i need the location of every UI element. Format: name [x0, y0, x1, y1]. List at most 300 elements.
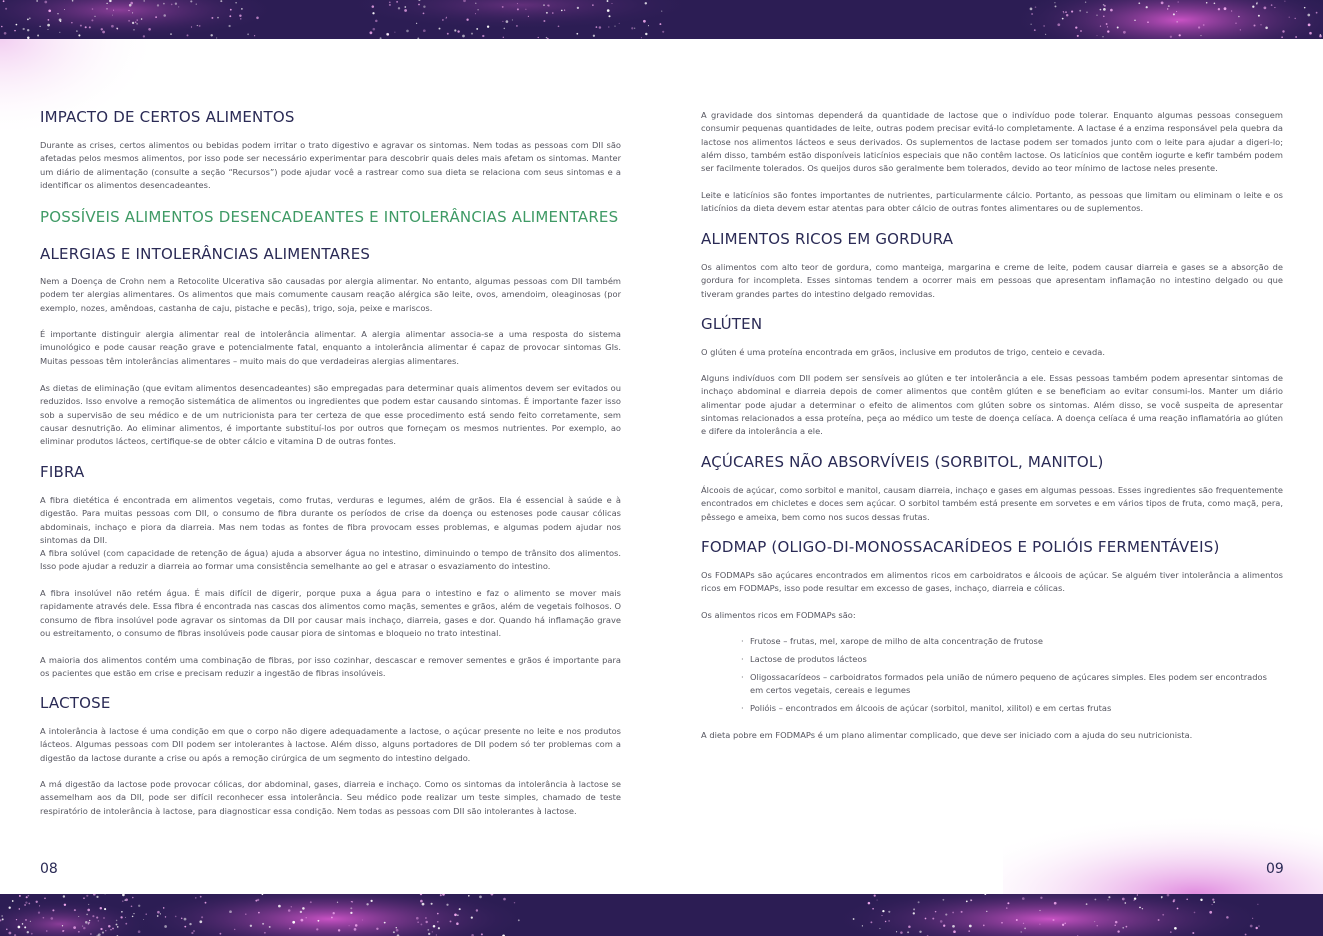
- bottom-right-dot-wave-decoration: [1003, 795, 1323, 894]
- decorative-dot: [184, 918, 187, 921]
- decorative-dot: [220, 0, 222, 2]
- decorative-dot: [9, 907, 11, 909]
- decorative-dot: [1024, 928, 1026, 930]
- decorative-dot: [132, 916, 134, 918]
- decorative-dot: [919, 931, 921, 933]
- decorative-dot: [78, 34, 80, 36]
- decorative-dot: [1158, 919, 1160, 921]
- decorative-dot: [100, 928, 102, 930]
- decorative-dot: [1304, 7, 1306, 9]
- decorative-dot: [1054, 2, 1055, 3]
- decorative-dot: [171, 4, 173, 6]
- decorative-dot: [350, 907, 352, 909]
- decorative-dot: [23, 28, 25, 30]
- paragraph-gordura: Os alimentos com alto teor de gordura, como manteiga, margarina e creme de leite, podem causar diarreia e gases se a absorção de gordura for incompleta. Esses sintomas tendem a ocorrer mais em pessoas que apresentam inflamação no intestino delgado ou que tiveram grandes partes do intestino delgado removidas.: [701, 262, 1283, 299]
- decorative-dot: [38, 912, 40, 914]
- decorative-dot: [240, 18, 241, 19]
- decorative-dot: [966, 901, 968, 903]
- decorative-dot: [106, 3, 107, 4]
- decorative-dot: [1124, 902, 1126, 904]
- decorative-dot: [404, 6, 406, 8]
- decorative-dot: [36, 901, 38, 903]
- decorative-dot: [1161, 2, 1164, 5]
- decorative-dot: [257, 899, 259, 901]
- decorative-dot: [184, 926, 186, 928]
- decorative-dot: [506, 20, 509, 23]
- decorative-dot: [129, 4, 132, 7]
- decorative-dot: [476, 28, 478, 30]
- decorative-dot: [547, 38, 549, 39]
- decorative-dot: [1260, 24, 1261, 25]
- decorative-dot: [577, 7, 579, 9]
- decorative-dot: [25, 919, 27, 921]
- decorative-dot: [191, 26, 192, 27]
- decorative-dot: [615, 26, 616, 27]
- decorative-dot: [219, 933, 221, 935]
- decorative-dot: [62, 925, 63, 926]
- decorative-dot: [241, 8, 243, 10]
- decorative-dot: [137, 19, 138, 20]
- decorative-dot: [386, 33, 389, 36]
- decorative-dot: [78, 916, 79, 917]
- decorative-dot: [86, 914, 88, 916]
- paragraph-fodmap-1: Os FODMAPs são açúcares encontrados em alimentos ricos em carboidratos e álcoois de açúcar. Se alguém tiver intolerância a alimentos ricos em FODMAPs, isso pode resultar em excesso de gases, inchaço, diarreia e cólicas.: [701, 570, 1283, 594]
- decorative-dot: [1066, 14, 1068, 16]
- decorative-dot: [245, 913, 246, 914]
- decorative-dot: [396, 927, 397, 928]
- bottom-dot-wave-graphic: [0, 894, 1323, 936]
- decorative-dot: [1320, 34, 1321, 35]
- decorative-dot: [433, 925, 436, 928]
- decorative-dot: [1107, 26, 1108, 27]
- decorative-dot: [1054, 902, 1057, 905]
- decorative-dot: [59, 19, 62, 22]
- decorative-dot: [538, 37, 539, 38]
- decorative-dot: [1094, 921, 1095, 922]
- decorative-dot: [247, 33, 249, 35]
- paragraph-fibra-4: A maioria dos alimentos contém uma combinação de fibras, por isso cozinhar, descascar e remover sementes e grãos é importante para os pacientes que estão em crise e precisam reduzir a ingestão de fibras insolúveis.: [40, 655, 621, 679]
- decorative-dot: [80, 25, 82, 27]
- decorative-dot: [187, 34, 189, 36]
- decorative-dot: [3, 0, 5, 2]
- decorative-dot: [362, 919, 363, 920]
- decorative-dot: [645, 2, 647, 4]
- decorative-dot: [396, 929, 399, 932]
- paragraph-fodmap-3: A dieta pobre em FODMAPs é um plano alimentar complicado, que deve ser iniciado com a ajuda do seu nutricionista.: [701, 730, 1193, 740]
- decorative-dot: [1198, 26, 1200, 28]
- decorative-dot: [59, 32, 60, 33]
- decorative-dot: [101, 28, 103, 30]
- decorative-dot: [1039, 910, 1040, 911]
- decorative-dot: [148, 28, 151, 31]
- decorative-dot: [1043, 25, 1044, 26]
- decorative-dot: [96, 917, 98, 919]
- decorative-dot: [446, 17, 447, 18]
- decorative-dot: [648, 25, 649, 26]
- decorative-dot: [1030, 8, 1033, 11]
- decorative-dot: [191, 932, 193, 934]
- decorative-dot: [1063, 11, 1064, 12]
- decorative-dot: [30, 921, 31, 922]
- decorative-dot: [349, 925, 350, 926]
- decorative-dot: [111, 25, 114, 28]
- decorative-dot: [447, 33, 449, 35]
- list-item: · Lactose de produtos lácteos: [741, 653, 1281, 666]
- decorative-dot: [983, 925, 985, 927]
- decorative-dot: [1295, 36, 1297, 38]
- decorative-dot: [417, 922, 418, 923]
- decorative-dot: [133, 29, 135, 31]
- decorative-dot: [1031, 24, 1032, 25]
- decorative-dot: [932, 918, 934, 920]
- decorative-dot: [925, 918, 927, 920]
- decorative-dot: [1308, 24, 1311, 27]
- decorative-dot: [25, 901, 27, 903]
- decorative-dot: [504, 28, 506, 30]
- decorative-dot: [197, 25, 198, 26]
- decorative-dot: [1077, 35, 1079, 37]
- decorative-dot: [1114, 925, 1116, 927]
- decorative-dot: [337, 902, 338, 903]
- decorative-dot: [1040, 897, 1042, 899]
- decorative-dot: [63, 895, 65, 897]
- decorative-dot: [662, 31, 664, 33]
- decorative-dot: [1256, 3, 1258, 5]
- decorative-dot: [1057, 23, 1060, 26]
- decorative-dot: [1200, 35, 1201, 36]
- decorative-dot: [459, 908, 461, 910]
- decorative-dot: [1034, 29, 1036, 31]
- decorative-dot: [454, 29, 456, 31]
- decorative-dot: [29, 17, 31, 19]
- decorative-dot: [216, 37, 217, 38]
- decorative-dot: [103, 917, 105, 919]
- decorative-dot: [163, 3, 165, 5]
- decorative-dot: [943, 925, 945, 927]
- decorative-dot: [47, 29, 48, 30]
- decorative-dot: [546, 12, 548, 14]
- decorative-dot: [31, 933, 33, 935]
- heading-gluten: GLÚTEN: [701, 315, 763, 333]
- decorative-dot: [940, 920, 943, 923]
- decorative-dot: [518, 919, 520, 921]
- decorative-dot: [288, 909, 291, 912]
- decorative-dot: [431, 903, 433, 905]
- decorative-dot: [1307, 14, 1310, 17]
- decorative-dot: [592, 4, 593, 5]
- decorative-dot: [611, 3, 612, 4]
- decorative-dot: [439, 28, 441, 30]
- decorative-dot: [1063, 12, 1064, 13]
- paragraph-gluten-2: Alguns indivíduos com DII podem ser sensíveis ao glúten e ter intolerância a ele. Essas pessoas também podem apresentar sintomas de inchaço abdominal e diarreia depois de comer alimentos que contêm glúten e se beneficiam ao evitar consumi-los. Manter um diário alimentar pode ajudar a determinar o efeito de alimentos com glúten sobre os sintomas. Além disso, se você suspeita de apresentar sintomas relacionados a essa proteína, peça ao médico um teste de doença celíaca. A doença celíaca é uma reação inflamatória ao glúten e difere da intolerância a ele.: [701, 373, 1283, 437]
- decorative-dot: [1123, 31, 1126, 34]
- decorative-dot: [1071, 11, 1073, 13]
- decorative-dot: [196, 4, 197, 5]
- decorative-dot: [316, 928, 318, 930]
- decorative-dot: [943, 899, 945, 901]
- decorative-dot: [471, 33, 473, 35]
- decorative-dot: [593, 35, 595, 37]
- decorative-dot: [108, 925, 111, 928]
- decorative-dot: [446, 904, 448, 906]
- decorative-dot: [888, 920, 890, 922]
- decorative-dot: [1271, 4, 1273, 6]
- decorative-dot: [896, 931, 897, 932]
- decorative-dot: [907, 931, 909, 933]
- heading-alergias: ALERGIAS E INTOLERÂNCIAS ALIMENTARES: [40, 245, 371, 263]
- decorative-dot: [1138, 2, 1140, 4]
- decorative-dot: [1289, 17, 1290, 18]
- decorative-dot: [1031, 13, 1033, 15]
- decorative-dot: [879, 928, 880, 929]
- decorative-dot: [1086, 12, 1087, 13]
- decorative-dot: [190, 0, 192, 2]
- decorative-dot: [1186, 898, 1188, 900]
- decorative-dot: [882, 910, 884, 912]
- decorative-dot: [661, 11, 662, 12]
- decorative-dot: [868, 902, 871, 905]
- decorative-dot: [93, 894, 96, 895]
- decorative-dot: [634, 28, 635, 29]
- decorative-dot: [1079, 10, 1081, 12]
- decorative-dot: [475, 3, 476, 4]
- decorative-dot: [116, 924, 118, 926]
- decorative-dot: [546, 37, 548, 39]
- decorative-dot: [200, 896, 202, 898]
- decorative-dot: [1102, 36, 1103, 37]
- decorative-dot: [1176, 11, 1177, 12]
- decorative-dot: [155, 16, 157, 18]
- decorative-dot: [366, 903, 368, 905]
- decorative-dot: [389, 1, 391, 3]
- decorative-dot: [1209, 911, 1212, 914]
- bullet-icon: ·: [741, 636, 744, 646]
- decorative-dot: [132, 897, 134, 899]
- heading-fodmap: FODMAP (OLIGO-DI-MONOSSACARÍDEOS E POLIÓIS FERMENTÁVEIS): [701, 538, 1220, 556]
- decorative-dot: [1065, 11, 1067, 13]
- decorative-dot: [1177, 908, 1179, 910]
- paragraph-alergias-3: As dietas de eliminação (que evitam alimentos desencadeantes) são empregadas para determinar quais alimentos devem ser evitados ou reduzidos. Isso envolve a remoção sistemática de alimentos ou ingredientes que podem estar causando sintomas. É importante fazer isso sob a supervisão de seu médico e de um nutricionista para ter certeza de que esse procedimento está sendo feito corretamente, sem causar desnutrição. Ao eliminar alimentos, é importante substituí-los por outros que forneçam os mesmos nutrientes. Por exemplo, ao eliminar produtos lácteos, certifique-se de obter cálcio e vitamina D de outras fontes.: [40, 383, 621, 447]
- decorative-dot: [130, 2, 133, 5]
- decorative-dot: [181, 918, 183, 920]
- decorative-dot: [619, 23, 620, 24]
- decorative-dot: [384, 922, 386, 924]
- decorative-dot: [146, 914, 147, 915]
- decorative-dot: [46, 930, 47, 931]
- decorative-dot: [423, 13, 425, 15]
- decorative-dot: [870, 921, 872, 923]
- decorative-dot: [120, 916, 122, 918]
- decorative-dot: [406, 30, 409, 33]
- bullet-icon: ·: [741, 702, 744, 713]
- decorative-dot: [641, 37, 642, 38]
- decorative-dot: [9, 932, 12, 935]
- decorative-dot: [113, 10, 114, 11]
- decorative-dot: [1097, 35, 1098, 36]
- decorative-dot: [1231, 10, 1232, 11]
- paragraph-impacto: Durante as crises, certos alimentos ou bebidas podem irritar o trato digestivo e agravar os sintomas. Nem todas as pessoas com DII são afetadas pelos mesmos alimentos, por isso pode ser necessário experimentar para descobrir quais deles mais afetam os sintomas. Manter um diário de alimentação (consulte a seção “Recursos”) pode ajudar você a rastrear como sua dieta se relaciona com seus sintomas e a identificar os alimentos desencadeantes.: [40, 140, 621, 190]
- decorative-dot: [422, 903, 425, 906]
- decorative-dot: [157, 915, 159, 917]
- decorative-dot: [512, 19, 513, 20]
- decorative-dot: [877, 900, 878, 901]
- paragraph-gluten-1: O glúten é uma proteína encontrada em grãos, inclusive em produtos de trigo, centeio e cevada.: [701, 347, 1105, 357]
- decorative-dot: [57, 13, 58, 14]
- decorative-dot: [44, 897, 46, 899]
- decorative-dot: [1142, 908, 1143, 909]
- decorative-dot: [376, 928, 378, 930]
- decorative-dot: [1020, 931, 1021, 932]
- decorative-dot: [1096, 15, 1097, 16]
- decorative-dot: [254, 35, 255, 36]
- list-item: · Polióis – encontrados em álcoois de açúcar (sorbitol, manitol, xilitol) e em certas frutas: [741, 702, 1281, 715]
- decorative-dot: [969, 925, 972, 928]
- decorative-dot: [16, 24, 18, 26]
- decorative-dot: [100, 907, 102, 909]
- decorative-dot: [1240, 29, 1241, 30]
- decorative-dot: [122, 894, 125, 896]
- decorative-dot: [193, 930, 195, 932]
- decorative-dot: [24, 904, 26, 906]
- decorative-dot: [888, 911, 890, 913]
- decorative-dot: [104, 908, 106, 910]
- decorative-dot: [82, 925, 83, 926]
- decorative-dot: [230, 9, 232, 11]
- bullet-icon: ·: [741, 671, 744, 682]
- decorative-dot: [1173, 900, 1175, 902]
- decorative-dot: [132, 22, 134, 24]
- decorative-dot: [22, 923, 24, 925]
- decorative-dot: [131, 905, 133, 907]
- decorative-dot: [338, 929, 340, 931]
- decorative-dot: [1212, 904, 1213, 905]
- decorative-dot: [71, 22, 72, 23]
- decorative-dot: [436, 934, 437, 935]
- decorative-dot: [211, 17, 213, 19]
- decorative-dot: [1035, 6, 1037, 8]
- decorative-dot: [1265, 27, 1268, 30]
- decorative-dot: [1218, 8, 1220, 10]
- decorative-dot: [92, 8, 94, 10]
- decorative-dot: [110, 929, 111, 930]
- decorative-dot: [370, 31, 373, 34]
- decorative-dot: [92, 915, 94, 917]
- decorative-dot: [175, 3, 177, 5]
- decorative-dot: [102, 31, 105, 34]
- decorative-dot: [416, 23, 417, 24]
- decorative-dot: [1179, 34, 1181, 36]
- decorative-dot: [128, 10, 129, 11]
- decorative-dot: [1212, 899, 1214, 901]
- decorative-dot: [160, 913, 161, 914]
- decorative-dot: [39, 26, 40, 27]
- decorative-dot: [372, 12, 374, 14]
- decorative-dot: [418, 4, 420, 6]
- decorative-dot: [16, 919, 17, 920]
- decorative-dot: [1055, 5, 1057, 7]
- decorative-dot: [416, 917, 419, 920]
- decorative-dot: [1170, 931, 1172, 933]
- decorative-dot: [262, 923, 264, 925]
- decorative-dot: [96, 896, 98, 898]
- decorative-dot: [278, 905, 281, 908]
- decorative-dot: [466, 19, 468, 21]
- decorative-dot: [1284, 1, 1285, 2]
- decorative-dot: [37, 35, 39, 37]
- decorative-dot: [132, 12, 133, 13]
- decorative-dot: [48, 9, 51, 12]
- decorative-dot: [564, 10, 565, 11]
- decorative-dot: [558, 25, 560, 27]
- decorative-dot: [952, 925, 955, 928]
- decorative-dot: [1177, 21, 1178, 22]
- decorative-dot: [968, 930, 970, 932]
- decorative-dot: [125, 923, 127, 925]
- decorative-dot: [291, 906, 292, 907]
- decorative-dot: [1117, 930, 1119, 932]
- decorative-dot: [1255, 927, 1257, 929]
- decorative-dot: [138, 905, 140, 907]
- decorative-dot: [1107, 899, 1108, 900]
- decorative-dot: [6, 928, 8, 930]
- decorative-dot: [961, 911, 963, 913]
- decorative-dot: [462, 35, 465, 38]
- decorative-dot: [502, 6, 504, 8]
- list-item: · Oligossacarídeos – carboidratos formados pela união de número pequeno de açúcares simples. Eles podem ser encontrados em certos vegetais, cereais e legumes: [741, 671, 1267, 695]
- decorative-dot: [1122, 898, 1125, 901]
- decorative-dot: [88, 922, 90, 924]
- decorative-dot: [423, 6, 425, 8]
- decorative-dot: [417, 38, 419, 39]
- decorative-dot: [398, 7, 400, 9]
- decorative-dot: [72, 0, 74, 2]
- decorative-dot: [1064, 923, 1066, 925]
- decorative-dot: [631, 27, 633, 29]
- decorative-dot: [1253, 24, 1255, 26]
- decorative-dot: [125, 898, 128, 901]
- decorative-dot: [1108, 896, 1110, 898]
- decorative-dot: [1214, 2, 1216, 4]
- decorative-dot: [234, 929, 235, 930]
- decorative-dot: [229, 15, 231, 17]
- decorative-dot: [380, 37, 382, 39]
- decorative-dot: [229, 910, 232, 913]
- decorative-dot: [1245, 934, 1247, 936]
- decorative-dot: [292, 921, 295, 924]
- decorative-dot: [446, 18, 447, 19]
- decorative-dot: [1162, 914, 1164, 916]
- decorative-dot: [51, 917, 54, 920]
- decorative-dot: [1086, 903, 1088, 905]
- decorative-dot: [269, 926, 271, 928]
- decorative-dot: [971, 900, 972, 901]
- decorative-dot: [74, 909, 76, 911]
- paragraph-alergias-2: É importante distinguir alergia alimentar real de intolerância alimentar. A alergia alimentar associa-se a uma resposta do sistema imunológico e pode causar reação grave e potencialmente fatal, enquanto a intolerância alimentar é capaz de provocar sintomas GIs. Muitas pessoas têm intolerâncias alimentares – muito mais do que verdadeiras alergias alimentares.: [40, 329, 621, 366]
- decorative-dot: [1192, 932, 1194, 934]
- decorative-dot: [1294, 18, 1295, 19]
- top-dot-wave-graphic: [0, 0, 1323, 39]
- paragraph-alergias-1: Nem a Doença de Crohn nem a Retocolite Ulcerativa são causadas por alergia alimentar. No entanto, algumas pessoas com DII também podem ter alergias alimentares. Os alimentos que mais comumente causam reação alérgica são leite, ovos, amendoim, oleaginosas (por exemplo, nozes, amêndoas, castanha de caju, pistache e pecãs), trigo, soja, peixe e mariscos.: [40, 276, 621, 313]
- decorative-dot: [900, 931, 903, 934]
- decorative-dot: [487, 26, 489, 28]
- decorative-dot: [27, 29, 29, 31]
- decorative-dot: [607, 9, 610, 12]
- decorative-dot: [1, 915, 2, 916]
- decorative-dot: [393, 931, 395, 933]
- decorative-dot: [199, 25, 201, 27]
- decorative-dot: [543, 20, 545, 22]
- decorative-dot: [1206, 2, 1208, 4]
